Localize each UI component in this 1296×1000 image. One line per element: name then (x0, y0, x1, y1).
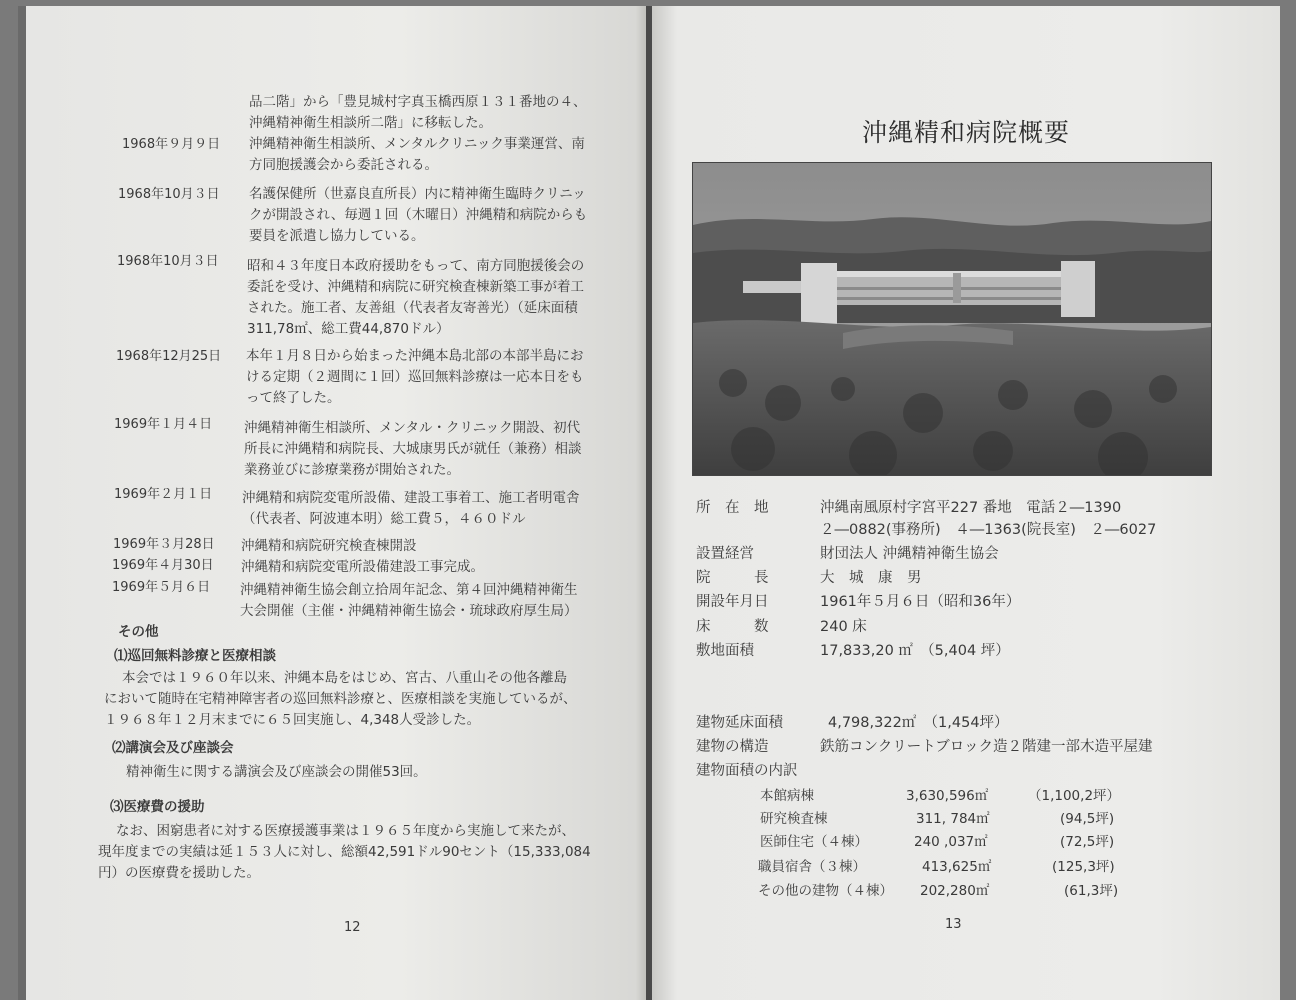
entry-text: 本年１月８日から始まった沖縄本島北部の本部半島にお ける定期（２週間に１回）巡回無料診療は一応本日をも って終了した。 (246, 348, 584, 406)
entry-text: 沖縄精和病院変電所設備建設工事完成。 (241, 559, 484, 575)
intro-text: 品二階」から「豊見城村字真玉橋西原１３１番地の４、 沖縄精神衛生相談所二階」に移転した。 (249, 94, 587, 131)
page-title: 沖縄精和病院概要 (861, 118, 1070, 147)
hospital-photo-image (693, 163, 1211, 475)
entry-text: 名護保健所（世嘉良直所長）内に精神衛生臨時クリニッ クが開設され、毎週１回（木曜日）沖縄精和病院からも 要員を派遣し協力している。 (249, 186, 588, 244)
entry-date: 1969年４月30日 (112, 558, 214, 573)
other-heading: その他 (118, 624, 159, 640)
entry-text: 沖縄精神衛生協会創立拾周年記念、第４回沖縄精神衛生 大会開催（主催・沖縄精神衛生協会・琉球政府厚生局） (240, 582, 578, 619)
left-page (26, 6, 648, 1000)
section-heading: ⑵講演会及び座談会 (112, 740, 234, 756)
hospital-photo (692, 162, 1212, 476)
entry-date: 1968年10月３日 (117, 254, 219, 269)
page-number: 13 (945, 917, 962, 932)
section-text: なお、困窮患者に対する医療援護事業は１９６５年度から実施して来たが、 現年度までの実績は延１５３人に対し、総額42,591ドル90セント（15,333,084 円）の医療費を援助した。 (98, 823, 591, 881)
entry-text: 沖縄精神衛生相談所、メンタル・クリニック開設、初代 所長に沖縄精和病院長、大城康男氏が就任（兼務）相談 業務並びに診療業務が開始された。 (244, 420, 582, 478)
entry-date: 1969年２月１日 (114, 487, 213, 502)
entry-text: 沖縄精神衛生相談所、メンタルクリニック事業運営、南 方同胞援護会から委託される。 (249, 136, 585, 173)
booklet-spread (18, 6, 1280, 1000)
right-page: 沖縄精和病院概要 所 在 地 沖縄南風原村字宮平227 番地 電話２―1390 ２―0882(事務所) ４―1363(院長室) ２―6027 設置経営 財団法人 沖縄精神衛生協会 院 長 大 城 康 男 開設年月日 1961年５月６日（昭和36年） 床 数 240 床 敷地面積 17,833,20 ㎡ （5,404 坪） 建物延床面積 4,798,322㎡ （1,454坪） 建物の構造 鉄筋コンクリートブロック造２階建一部木造平屋建 建物面積の内訳 本館病棟 3,630,596㎡ （1,100,2坪） 研究検査棟 311, 784㎡ (94,5坪) 医師住宅（４棟） 240 ,037㎡ (72,5坪) 職員宿舎（３棟） 413,625㎡ (125,3坪) その他の建物（４棟） 202,280㎡ (61,3坪) 13 (652, 6, 1280, 1000)
entry-text: 昭和４３年度日本政府援助をもって、南方同胞援後会の 委託を受け、沖縄精和病院に研究検査棟新築工事が着工 された。施工者、友善組（代表者友寄善光）（延床面積 311,78㎡、総工費44,870ドル） (247, 258, 585, 337)
entry-date: 1969年１月４日 (114, 417, 213, 432)
page-number: 12 (344, 920, 361, 935)
section-heading: ⑴巡回無料診療と医療相談 (114, 648, 276, 664)
section-text: 本会では１９６０年以来、沖縄本島をはじめ、宮古、八重山その他各離島 において随時在宅精神障害者の巡回無料診療と、医療相談を実施しているが、 １９６８年１２月末までに６５回実施し、4,348人受診した。 (104, 670, 577, 728)
entry-text: 沖縄精和病院研究検査棟開設 (241, 538, 417, 554)
entry-date: 1968年９月９日 (122, 137, 221, 152)
section-text: 精神衛生に関する講演会及び座談会の開催53回。 (126, 764, 427, 780)
entry-text: 沖縄精和病院変電所設備、建設工事着工、施工者明電舎 （代表者、阿波連本明）総工費５，４６０ドル (242, 490, 580, 527)
entry-date: 1968年10月３日 (118, 187, 220, 202)
entry-date: 1968年12月25日 (116, 349, 222, 364)
section-heading: ⑶医療費の援助 (110, 799, 205, 815)
entry-date: 1969年５月６日 (112, 580, 211, 595)
entry-date: 1969年３月28日 (113, 537, 215, 552)
